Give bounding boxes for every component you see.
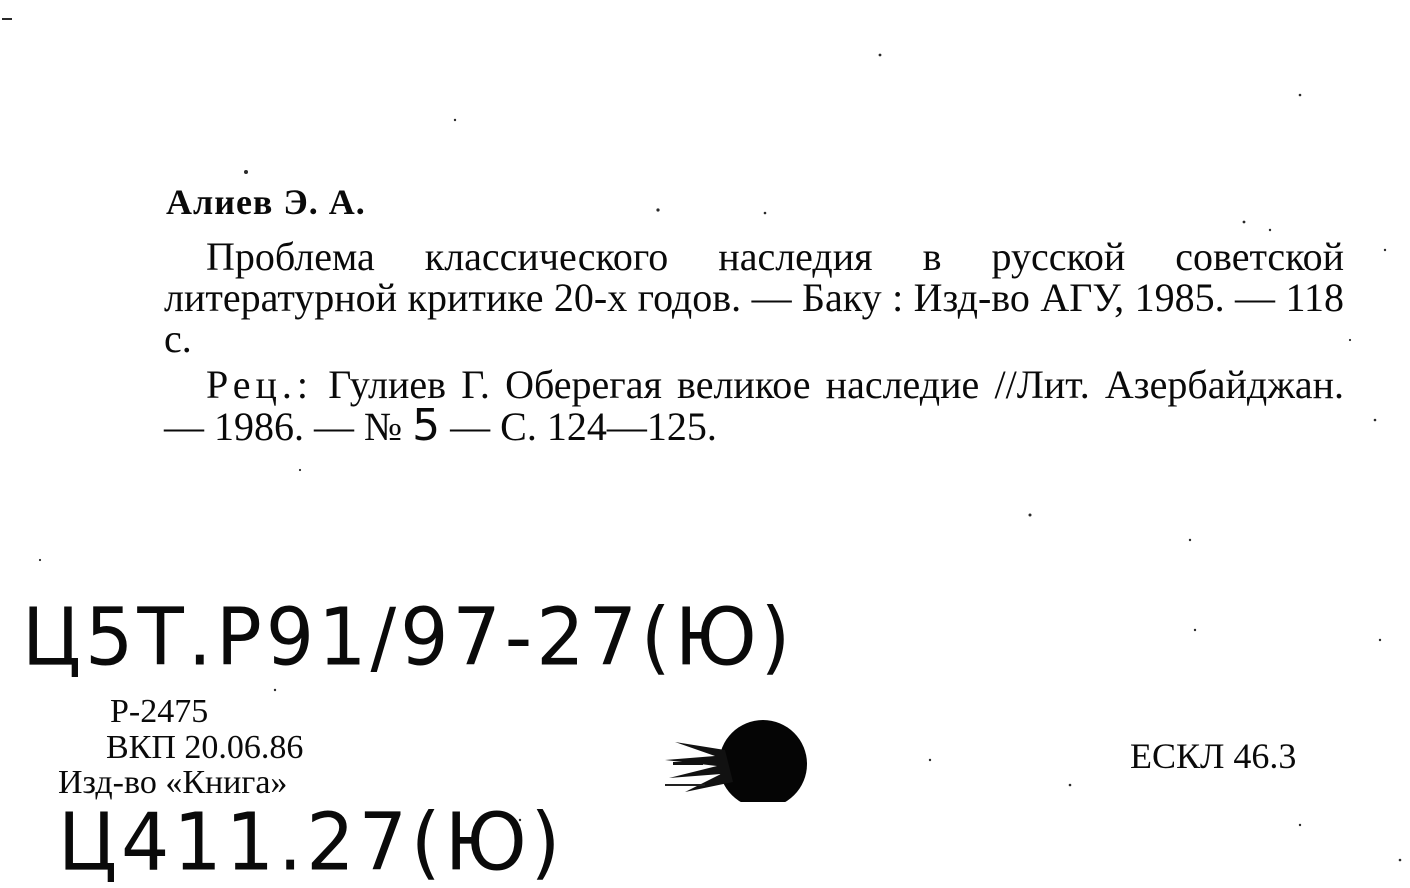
review-pages: — С. 124—125. bbox=[450, 404, 717, 449]
card-title-entry: Проблема классического наследия в русской советской литературной критике 20-х годов. — Баку : Изд-во АГУ, 1985. — 118 с. bbox=[164, 234, 1344, 361]
vkp-date: ВКП 20.06.86 bbox=[106, 729, 304, 766]
handwritten-shelfmark-bottom: Ц411.27(Ю) bbox=[58, 795, 565, 888]
review-issue-number: 5 bbox=[412, 400, 441, 451]
ink-blot bbox=[655, 712, 815, 802]
classification-code: ЕСКЛ 46.3 bbox=[1130, 736, 1297, 776]
publisher-code: Р-2475 bbox=[110, 693, 209, 730]
publisher-name: Изд-во «Книга» bbox=[58, 764, 288, 801]
review-citation: Гулиев Г. Оберегая великое наследие //Лит. Азербайджан. — 1986. — № bbox=[164, 362, 1345, 449]
card-review-entry bbox=[164, 362, 1345, 451]
review-label: Рец.: bbox=[206, 362, 313, 407]
handwritten-shelfmark-top: Ц5Т.Р91/97-27(Ю) bbox=[22, 590, 795, 684]
card-author: Алиев Э. А. bbox=[166, 182, 366, 222]
